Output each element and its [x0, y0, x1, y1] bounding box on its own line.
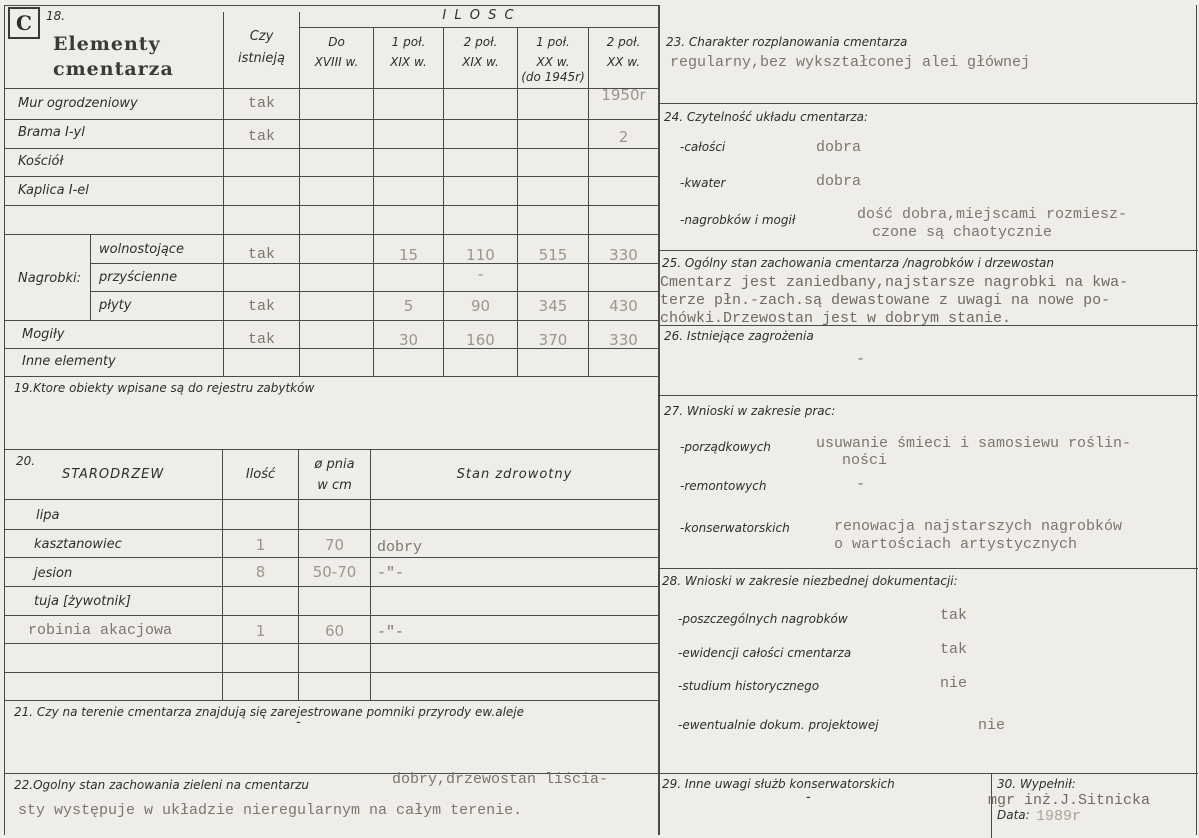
tree-stan-jesion: -"-	[377, 565, 405, 582]
tree-hline-2	[4, 557, 658, 558]
q24-label: 24. Czytelność układu cmentarza:	[664, 110, 869, 124]
q26-label: 26. Istniejące zagrożenia	[664, 329, 814, 343]
q27-item3-answer: renowacja najstarszych nagrobków	[834, 518, 1123, 535]
period-5-line2: XX w.	[606, 55, 641, 69]
tree-header-ilosc: Ilość	[245, 467, 276, 482]
q30-date-label: Data:	[997, 808, 1030, 822]
tree-ilosc-jesion: 8	[255, 563, 266, 581]
tree-hline-1	[4, 529, 658, 530]
q24-item3-answer2: czone są chaotycznie	[872, 224, 1053, 241]
period-1-line1: Do	[328, 35, 345, 49]
val-mur-p5: 1950r	[601, 86, 646, 104]
elements-hline-8	[4, 320, 658, 321]
elements-vline-4	[443, 27, 444, 376]
period-1-line2: XVIII w.	[314, 55, 359, 69]
q27-label: 27. Wnioski w zakresie prac:	[664, 404, 836, 418]
q28-item1-label: -poszczególnych nagrobków	[678, 612, 848, 626]
q28-item2-label: -ewidencji całości cmentarza	[678, 646, 852, 660]
q24-item2-answer: dobra	[816, 173, 862, 190]
row-label-inne: Inne elementy	[22, 354, 116, 369]
row-label-przyscienne: przyścienne	[99, 270, 178, 285]
q24-item1-answer: dobra	[816, 139, 862, 156]
val-wolno-p4: 515	[538, 246, 568, 264]
q28-bottom-hline	[658, 773, 1198, 774]
column-divider	[658, 5, 660, 835]
val-przysc-p3: -	[477, 265, 484, 283]
elements-hline-1	[4, 119, 658, 120]
elements-header-hline	[4, 88, 658, 89]
tree-stan-robinia: -"-	[377, 624, 405, 641]
elements-vline-6	[588, 27, 589, 376]
tree-pnia-robinia: 60	[324, 622, 345, 640]
val-brama-p5: 2	[618, 128, 629, 146]
tree-name-tuja: tuja [żywotnik]	[34, 594, 131, 609]
q27-item1-answer2: ności	[842, 452, 888, 469]
row-label-kaplica: Kaplica I-el	[18, 183, 89, 198]
val-plyty-p3: 90	[470, 297, 491, 315]
ilosc-hline	[299, 27, 658, 28]
val-plyty-p4: 345	[538, 297, 568, 315]
q27-item1-label: -porządkowych	[680, 440, 771, 454]
q19-label: 19.Ktore obiekty wpisane są do rejestru zabytków	[14, 381, 315, 395]
tree-hline-3	[4, 586, 658, 587]
tree-vline-3	[370, 449, 371, 700]
q24-item3-answer: dość dobra,miejscami rozmiesz-	[857, 206, 1128, 223]
period-4-line1: 1 poł.	[536, 35, 570, 49]
elements-hline-7	[90, 291, 658, 292]
q28-item3-label: -studium historycznego	[678, 679, 820, 693]
top-border	[4, 5, 658, 6]
q28-item3-answer: nie	[940, 675, 968, 692]
elements-hline-3	[4, 176, 658, 177]
header-ilosc: I L O S C	[442, 8, 516, 23]
q24-item2-label: -kwater	[680, 176, 726, 190]
section-letter-box: C	[8, 7, 40, 39]
tree-pnia-jesion: 50-70	[312, 563, 357, 581]
elements-hline-2	[4, 148, 658, 149]
tree-header-pnia-2: w cm	[317, 478, 352, 493]
q21-answer: -	[296, 715, 301, 730]
nagrobki-vline	[90, 234, 91, 320]
period-5-line1: 2 poł.	[606, 35, 641, 49]
q28-item4-label: -ewentualnie dokum. projektowej	[678, 718, 879, 732]
q25-answer-line2: terze płn.-zach.są dewastowane z uwagi na nowe po-	[660, 292, 1111, 309]
tree-name-jesion: jesion	[34, 566, 73, 581]
tree-name-lipa: lipa	[36, 508, 60, 523]
tree-name-kasztanowiec: kasztanowiec	[34, 537, 122, 552]
elements-hline-4	[4, 205, 658, 206]
val-wolno-p5: 330	[609, 246, 638, 264]
period-4-line3: (do 1945r)	[521, 70, 585, 84]
q27-item3-label: -konserwatorskich	[680, 521, 790, 535]
q23-label: 23. Charakter rozplanowania cmentarza	[666, 35, 908, 49]
period-2-line2: XIX w.	[390, 55, 427, 69]
q27-item3-answer2: o wartościach artystycznych	[834, 536, 1078, 553]
q21-label: 21. Czy na terenie cmentarza znajdują się zarejestrowane pomniki przyrody ew.aleje	[14, 705, 525, 719]
val-plyty-p5: 430	[609, 297, 638, 315]
tree-hline-6	[4, 672, 658, 673]
czy-plyty: tak	[247, 298, 275, 315]
tree-ilosc-robinia: 1	[255, 622, 266, 640]
czy-mur: tak	[247, 95, 275, 112]
tree-section-number: 20.	[16, 454, 36, 468]
q24-item1-label: -całości	[680, 140, 726, 154]
row-label-brama: Brama I-yl	[18, 125, 85, 140]
q28-item1-answer: tak	[940, 607, 968, 624]
section-number: 18.	[46, 9, 66, 23]
section-title-line1: Elementy	[53, 33, 161, 55]
section-title-line2: cmentarza	[53, 58, 174, 80]
q28-label: 28. Wnioski w zakresie niezbednej dokumentacji:	[662, 574, 958, 588]
q28-item2-answer: tak	[940, 641, 968, 658]
tree-ilosc-kasztanowiec: 1	[255, 536, 266, 554]
q27-item2-label: -remontowych	[680, 479, 767, 493]
czy-mogily: tak	[247, 331, 275, 348]
left-border	[4, 5, 5, 835]
row-label-wolnostojace: wolnostojące	[99, 242, 184, 257]
period-3-line2: XIX w.	[462, 55, 499, 69]
nagrobki-label: Nagrobki:	[18, 271, 82, 286]
q22-answer-line2: sty występuje w układzie nieregularnym na całym terenie.	[18, 802, 523, 819]
tree-hline-5	[4, 643, 658, 644]
q24-item3-label: -nagrobków i mogił	[680, 213, 796, 227]
q30-date: 1989r	[1036, 808, 1082, 825]
period-4-line2: XX w.	[536, 55, 570, 69]
q29-answer: -	[806, 790, 811, 805]
val-plyty-p2: 5	[403, 297, 414, 315]
q30-author: mgr inż.J.Sitnicka	[988, 792, 1151, 809]
q26-bottom-hline	[658, 395, 1198, 396]
val-mogily-p4: 370	[538, 331, 568, 349]
elements-bottom-hline	[4, 376, 658, 377]
val-mogily-p3: 160	[466, 331, 495, 349]
right-border	[1196, 5, 1197, 835]
period-2-line1: 1 poł.	[391, 35, 426, 49]
tree-header-hline	[4, 499, 658, 500]
tree-bottom-hline	[4, 700, 658, 701]
q30-label: 30. Wypełnił:	[997, 777, 1076, 791]
q26-answer: -	[856, 351, 866, 368]
row-label-mur: Mur ogrodzeniowy	[18, 96, 138, 111]
q22-answer-line1: dobry,drzewostan liścia-	[392, 771, 609, 788]
q27-bottom-hline	[658, 568, 1198, 569]
tree-stan-kasztanowiec: dobry	[377, 539, 423, 556]
row-label-mogily: Mogiły	[22, 327, 65, 342]
q25-answer-line1: Cmentarz jest zaniedbany,najstarsze nagrobki na kwa-	[660, 274, 1129, 291]
tree-name-robinia: robinia akacjowa	[28, 622, 173, 639]
tree-header-name: STARODRZEW	[62, 467, 165, 482]
val-wolno-p2: 15	[398, 246, 419, 264]
val-wolno-p3: 110	[466, 246, 495, 264]
val-mogily-p5: 330	[609, 331, 638, 349]
q27-item1-answer: usuwanie śmieci i samosiewu roślin-	[816, 435, 1132, 452]
q25-label: 25. Ogólny stan zachowania cmentarza /nagrobków i drzewostan	[662, 256, 1054, 270]
q28-item4-answer: nie	[978, 717, 1006, 734]
q23-bottom-hline	[658, 103, 1198, 104]
q23-answer: regularny,bez wykształconej alei głównej	[670, 54, 1031, 71]
czy-wolnostojace: tak	[247, 246, 275, 263]
q27-item2-answer: -	[856, 476, 866, 493]
header-czy-line2: istnieją	[238, 51, 285, 66]
q24-bottom-hline	[658, 250, 1198, 251]
czy-brama: tak	[247, 128, 275, 145]
q22-label: 22.Ogolny stan zachowania zieleni na cmentarzu	[14, 778, 309, 792]
period-3-line1: 2 poł.	[463, 35, 498, 49]
tree-hline-4	[4, 615, 658, 616]
row-label-kosciol: Kościół	[18, 154, 64, 169]
val-mogily-p2: 30	[398, 331, 419, 349]
tree-header-stan: Stan zdrowotny	[456, 467, 573, 482]
elements-vline-3	[373, 27, 374, 376]
q25-answer-line3: chówki.Drzewostan jest w dobrym stanie.	[660, 310, 1012, 327]
q29-label: 29. Inne uwagi służb konserwatorskich	[662, 777, 895, 791]
row-label-plyty: płyty	[99, 298, 132, 313]
tree-pnia-kasztanowiec: 70	[324, 536, 345, 554]
elements-hline-5	[4, 234, 658, 235]
tree-header-pnia-1: ø pnia	[314, 457, 355, 472]
header-czy-line1: Czy	[249, 29, 274, 44]
q19-bottom-hline	[4, 449, 658, 450]
